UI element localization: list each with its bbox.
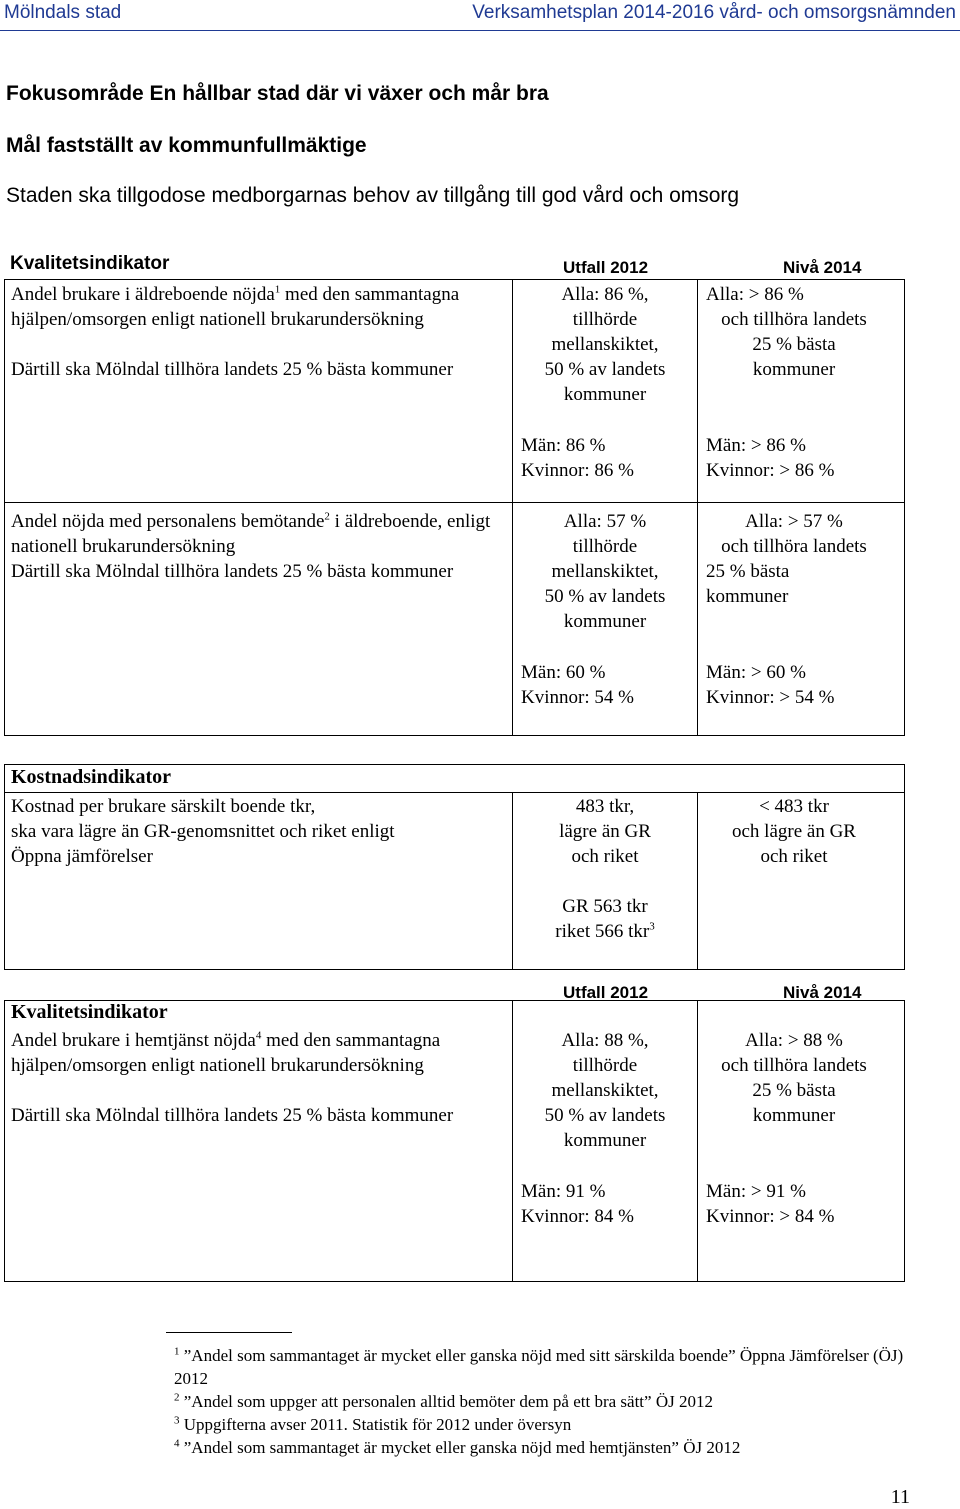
utfall-line: kommuner — [563, 384, 647, 405]
goal-statement: Staden ska tillgodose medborgarnas behov av tillgång till god vård och omsorg — [6, 184, 740, 207]
focus-area-heading: Fokusområde En hållbar stad där vi växer och mår bra — [6, 82, 549, 105]
indicator-text: Andel brukare i hemtjänst nöjda — [11, 1030, 256, 1051]
table1-utfall-header: Utfall 2012 — [563, 258, 649, 277]
footnote-ref: 2 — [324, 510, 330, 523]
utfall-men: Män: 91 % — [521, 1181, 606, 1202]
footnote-text: ”Andel som sammantaget är mycket eller ganska nöjd med hemtjänsten” ÖJ 2012 — [179, 1438, 741, 1457]
utfall-line: mellanskiktet, — [551, 334, 659, 355]
indicator-text-cont: i äldreboende, enligt nationell brukarundersökning — [11, 511, 491, 557]
footnote-2 — [174, 1390, 934, 1413]
utfall-line: tillhörde — [572, 309, 638, 330]
utfall-line: 50 % av landets — [544, 586, 666, 607]
table1-row1-niva — [698, 282, 890, 382]
indicator-line: Kostnad per brukare särskilt boende tkr, — [11, 796, 316, 817]
utfall-line: kommuner — [563, 1130, 647, 1151]
utfall-men: Män: 60 % — [521, 662, 606, 683]
table3-indicator — [11, 1028, 501, 1128]
utfall-line: kommuner — [563, 611, 647, 632]
utfall-line: tillhörde — [572, 536, 638, 557]
niva-line: Alla: > 88 % — [745, 1030, 843, 1051]
indicator-line: ska vara lägre än GR-genomsnittet och riket enligt — [11, 821, 395, 842]
niva-men: Män: > 91 % — [706, 1181, 806, 1202]
niva-line: 25 % bästa — [706, 561, 790, 582]
footnote-rule — [166, 1332, 292, 1333]
footnote-text: ”Andel som sammantaget är mycket eller ganska nöjd med sitt särskilda boende” Öppna Jämförelser (ÖJ) 2012 — [174, 1346, 904, 1388]
footnote-ref: 4 — [255, 1029, 262, 1042]
goal-heading: Mål fastställt av kommunfullmäktige — [6, 134, 367, 157]
niva-line: och tillhöra landets — [721, 1055, 867, 1076]
table3-niva-header: Nivå 2014 — [783, 983, 862, 1002]
table2-cost-indicator — [4, 764, 905, 970]
table3-quality-indicator — [4, 1000, 905, 1282]
indicator-text-cont: med den sammantagna hjälpen/omsorgen enligt nationell brukarundersökning — [11, 1030, 441, 1076]
header-rule — [0, 30, 960, 31]
table3-utfall-header: Utfall 2012 — [563, 983, 649, 1002]
utfall-line: 483 tkr, — [575, 796, 635, 817]
page-number: 11 — [890, 1486, 910, 1508]
indicator-text: Andel nöjda med personalens bemötande — [11, 511, 325, 532]
niva-line: kommuner — [706, 586, 789, 607]
table1-row1-indicator — [11, 282, 501, 382]
table2-cost-header: Kostnadsindikator — [11, 766, 172, 788]
niva-women: Kvinnor: > 84 % — [706, 1206, 835, 1227]
footnote-number: 2 — [174, 1391, 180, 1404]
table1-row2-niva — [698, 509, 890, 609]
utfall-riket: riket 566 tkr — [555, 921, 650, 942]
table1-row2-utfall-gender — [521, 660, 697, 710]
table2-utfall — [513, 794, 697, 944]
niva-women: Kvinnor: > 54 % — [706, 687, 835, 708]
table1-row1-utfall-gender — [521, 433, 697, 483]
niva-line: 25 % bästa — [752, 334, 836, 355]
utfall-line: Alla: 88 %, — [561, 1030, 649, 1051]
table1-indicator-header: Kvalitetsindikator — [10, 253, 170, 274]
utfall-line: mellanskiktet, — [551, 1080, 659, 1101]
utfall-line: 50 % av landets — [544, 359, 666, 380]
niva-line: < 483 tkr — [759, 796, 829, 817]
footnotes — [174, 1344, 934, 1459]
niva-line: och tillhöra landets — [721, 536, 867, 557]
footnote-ref: 3 — [649, 920, 655, 933]
table1-niva-header: Nivå 2014 — [783, 258, 862, 277]
table1-row1-niva-gender — [706, 433, 896, 483]
table3-utfall-gender — [521, 1179, 697, 1229]
table1-row2-niva-gender — [706, 660, 896, 710]
niva-line: Alla: > 57 % — [745, 511, 843, 532]
footnote-number: 1 — [174, 1345, 180, 1358]
table1-quality-indicators — [4, 279, 905, 736]
niva-women: Kvinnor: > 86 % — [706, 460, 835, 481]
footnote-number: 4 — [174, 1437, 180, 1450]
table2-indicator — [11, 794, 507, 869]
niva-line: Alla: > 86 % — [706, 284, 804, 305]
table1-row1-utfall — [513, 282, 697, 407]
niva-line: och tillhöra landets — [721, 309, 867, 330]
indicator-extra: Därtill ska Mölndal tillhöra landets 25 % bästa kommuner — [11, 561, 454, 582]
table3-utfall — [513, 1028, 697, 1153]
utfall-line: mellanskiktet, — [551, 561, 659, 582]
table2-niva — [698, 794, 890, 869]
utfall-women: Kvinnor: 54 % — [521, 687, 634, 708]
utfall-men: Män: 86 % — [521, 435, 606, 456]
niva-men: Män: > 86 % — [706, 435, 806, 456]
indicator-line: Öppna jämförelser — [11, 846, 153, 867]
footnote-3 — [174, 1413, 934, 1436]
footnote-1 — [174, 1344, 934, 1390]
table3-niva — [698, 1028, 890, 1128]
header-org-name: Mölndals stad — [4, 2, 122, 23]
table3-niva-gender — [706, 1179, 896, 1229]
utfall-line: Alla: 57 % — [563, 511, 647, 532]
utfall-women: Kvinnor: 84 % — [521, 1206, 634, 1227]
table1-row-divider — [5, 502, 904, 503]
indicator-extra: Därtill ska Mölndal tillhöra landets 25 % bästa kommuner — [11, 359, 454, 380]
niva-men: Män: > 60 % — [706, 662, 806, 683]
footnote-text: ”Andel som uppger att personalen alltid bemöter dem på ett bra sätt” ÖJ 2012 — [179, 1392, 713, 1411]
indicator-extra: Därtill ska Mölndal tillhöra landets 25 % bästa kommuner — [11, 1105, 454, 1126]
table1-row2-indicator — [11, 509, 501, 584]
niva-line: och lägre än GR — [732, 821, 856, 842]
niva-line: och riket — [760, 846, 828, 867]
utfall-line: 50 % av landets — [544, 1105, 666, 1126]
utfall-gr: GR 563 tkr — [562, 896, 648, 917]
utfall-line: tillhörde — [572, 1055, 638, 1076]
niva-line: 25 % bästa — [752, 1080, 836, 1101]
footnote-text: Uppgifterna avser 2011. Statistik för 2012 under översyn — [179, 1415, 572, 1434]
niva-line: kommuner — [752, 359, 836, 380]
utfall-line: och riket — [571, 846, 639, 867]
table2-header-divider — [5, 792, 904, 793]
utfall-women: Kvinnor: 86 % — [521, 460, 634, 481]
niva-line: kommuner — [752, 1105, 836, 1126]
indicator-text-cont: med den sammantagna hjälpen/omsorgen enligt nationell brukarundersökning — [11, 284, 460, 330]
indicator-text: Andel brukare i äldreboende nöjda — [11, 284, 275, 305]
footnote-number: 3 — [174, 1414, 180, 1427]
utfall-line: lägre än GR — [559, 821, 651, 842]
table3-indicator-header: Kvalitetsindikator — [11, 1001, 168, 1023]
table1-row2-utfall — [513, 509, 697, 634]
page-header — [0, 0, 960, 28]
utfall-line: Alla: 86 %, — [561, 284, 649, 305]
footnote-ref: 1 — [274, 283, 281, 296]
header-doc-title: Verksamhetsplan 2014-2016 vård- och omsorgsnämnden — [472, 2, 956, 23]
footnote-4 — [174, 1436, 934, 1459]
